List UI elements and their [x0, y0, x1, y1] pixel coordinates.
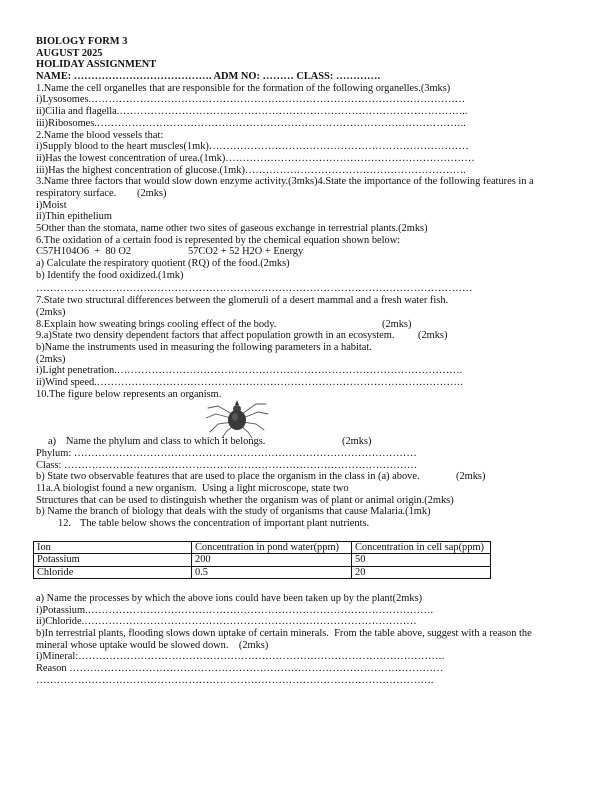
q10-phylum-line: Phylum: ………………………………………………………………………………………	[36, 448, 417, 459]
q9b-part-i: i)Light penetration.……………………………………………………………………………………….	[36, 365, 463, 377]
q8-marks: (2mks)	[382, 318, 412, 330]
q2-stem: 2.Name the blood vessels that:	[36, 129, 164, 141]
q3-q4-line1: 3.Name three factors that would slow down enzyme activity.(3mks)4.State the importance of the following features in a	[36, 176, 534, 188]
q9b-stem: b)Name the instruments used in measuring the following parameters in a habitat.	[36, 341, 372, 353]
q10b-marks: (2mks)	[456, 471, 486, 483]
table-cell: 200	[192, 554, 352, 566]
q2-part-iii: iii)Has the highest concentration of glucose.(1mk)……………………………………………………….	[36, 164, 466, 176]
q6-equation	[36, 246, 576, 258]
q10a-stem: Name the phylum and class to which it belongs.	[66, 436, 266, 448]
q12-stem: The table below shows the concentration of important plant nutrients.	[80, 518, 370, 530]
q10a-line	[36, 436, 576, 448]
q9a-line	[36, 330, 576, 342]
table-cell: 20	[352, 566, 491, 578]
table-header-cell: Concentration in cell sap(ppm)	[352, 541, 491, 553]
q9a-stem: 9.a)State two density dependent factors that affect population growth in an ecosystem.	[36, 330, 395, 342]
q4-line2: respiratory surface. (2mks)	[36, 187, 167, 199]
q9b-marks: (2mks)	[36, 353, 66, 365]
q6-answer-line: ………………………………………………………………………………………………………………	[36, 283, 473, 295]
q10-class-line: Class: …………………………………………………………………………………………	[36, 459, 418, 471]
q12a-stem: a) Name the processes by which the above ions could have been taken up by the plant(2mks)	[36, 593, 423, 605]
table-cell: Chloride	[34, 566, 192, 578]
q6-part-a: a) Calculate the respiratory quotient (RQ) of the food.(2mks)	[36, 258, 290, 270]
table-cell: Potassium	[34, 554, 192, 566]
q1-part-iii: iii)Ribosomes.……………………………………………………………………………………………..	[36, 117, 466, 129]
table-row	[34, 554, 491, 566]
q12a-part-ii: ii)Chloride.……………………………………………………………………………………	[36, 616, 417, 628]
q8-stem: 8.Explain how sweating brings cooling effect of the body.	[36, 318, 277, 330]
q10a-label: a)	[48, 436, 57, 448]
q9a-marks: (2mks)	[418, 330, 448, 342]
doc-date: AUGUST 2025	[36, 47, 103, 59]
q12b-line2: mineral whose uptake would be slowed down. (2mks)	[36, 639, 269, 651]
table-cell: 50	[352, 554, 491, 566]
q12b-line1: b)In terrestrial plants, flooding slows down uptake of certain minerals. From the table above, suggest with a reason the	[36, 628, 532, 640]
assignment-page	[36, 36, 576, 687]
q7-stem: 7.State two structural differences between the glomeruli of a desert mammal and a fresh water fish.	[36, 295, 449, 307]
doc-subtitle: HOLIDAY ASSIGNMENT	[36, 59, 157, 71]
q10b-stem: b) State two observable features that are used to place the organism in the class in (a) above.	[36, 471, 420, 483]
q6-part-b: b) Identify the food oxidized.(1mk)	[36, 269, 184, 281]
q10b-line	[36, 471, 576, 483]
q12-number: 12.	[58, 518, 71, 530]
q11b-line: b) Name the branch of biology that deals with the study of organisms that cause Malaria.(1mk)	[36, 506, 431, 518]
q1-stem: 1.Name the cell organelles that are responsible for the formation of the following organelles.(3mks)	[36, 82, 451, 94]
equation-right: 57CO2 + 52 H2O + Energy	[188, 246, 304, 258]
doc-title: BIOLOGY FORM 3	[36, 36, 128, 47]
q11a-line2: Structures that can be used to distinguish whether the organism was of plant or animal origin.(2mks)	[36, 494, 454, 506]
q4-part-i: i)Moist	[36, 199, 67, 211]
q11a-line1: 11a.A biologist found a new organism. Using a light microscope, state two	[36, 483, 349, 495]
q12b-reason: Reason ………………………………………………………………………………………………	[36, 663, 444, 675]
q10a-marks: (2mks)	[342, 436, 372, 448]
table-cell: 0.5	[192, 566, 352, 578]
table-header-row	[34, 541, 491, 553]
table-header-cell: Concentration in pond water(ppm)	[192, 541, 352, 553]
q12b-mineral: i)Mineral:…………………………………………………………………………………………….	[36, 651, 445, 663]
q7-marks: (2mks)	[36, 306, 66, 318]
q9b-part-ii: ii)Wind speed.…………………………………………………………………………………………….	[36, 376, 464, 388]
equation-left: C57H104O6 + 80 O2	[36, 246, 132, 258]
q12a-part-i: i)Potassium.……………………………………………………………………………………….	[36, 604, 434, 616]
nutrient-table	[33, 541, 491, 579]
q10-figure	[36, 400, 576, 436]
q6-stem: 6.The oxidation of a certain food is represented by the chemical equation shown below:	[36, 234, 401, 246]
q1-part-i: i)Lysosomes.………………………………………………………………………………………………	[36, 94, 466, 106]
q12b-answer-line: …………………………………………………………………………………………………….	[36, 674, 434, 686]
table-row	[34, 566, 491, 578]
table-header-cell: Ion	[34, 541, 192, 553]
q5-stem: 5Other than the stomata, name other two sites of gaseous exchange in terrestrial plants.(2mks)	[36, 223, 428, 234]
q1-part-ii: ii)Cilia and flagella.………………………………………………………………………………………..	[36, 106, 468, 118]
q2-part-i: i)Supply blood to the heart muscles(1mk)…………………………………………………………………	[36, 141, 469, 153]
q12-stem-line	[36, 518, 576, 530]
q4-part-ii: ii)Thin epithelium	[36, 211, 112, 223]
q8-line	[36, 319, 576, 331]
q2-part-ii: ii)Has the lowest concentration of urea.(1mk)………………………………………………………………	[36, 152, 475, 164]
tick-organism-icon	[204, 396, 270, 438]
q10-stem: 10.The figure below represents an organism.	[36, 388, 222, 400]
student-fields-line: NAME: …………………………………. ADM NO: ……… CLASS: ………….	[36, 71, 381, 83]
